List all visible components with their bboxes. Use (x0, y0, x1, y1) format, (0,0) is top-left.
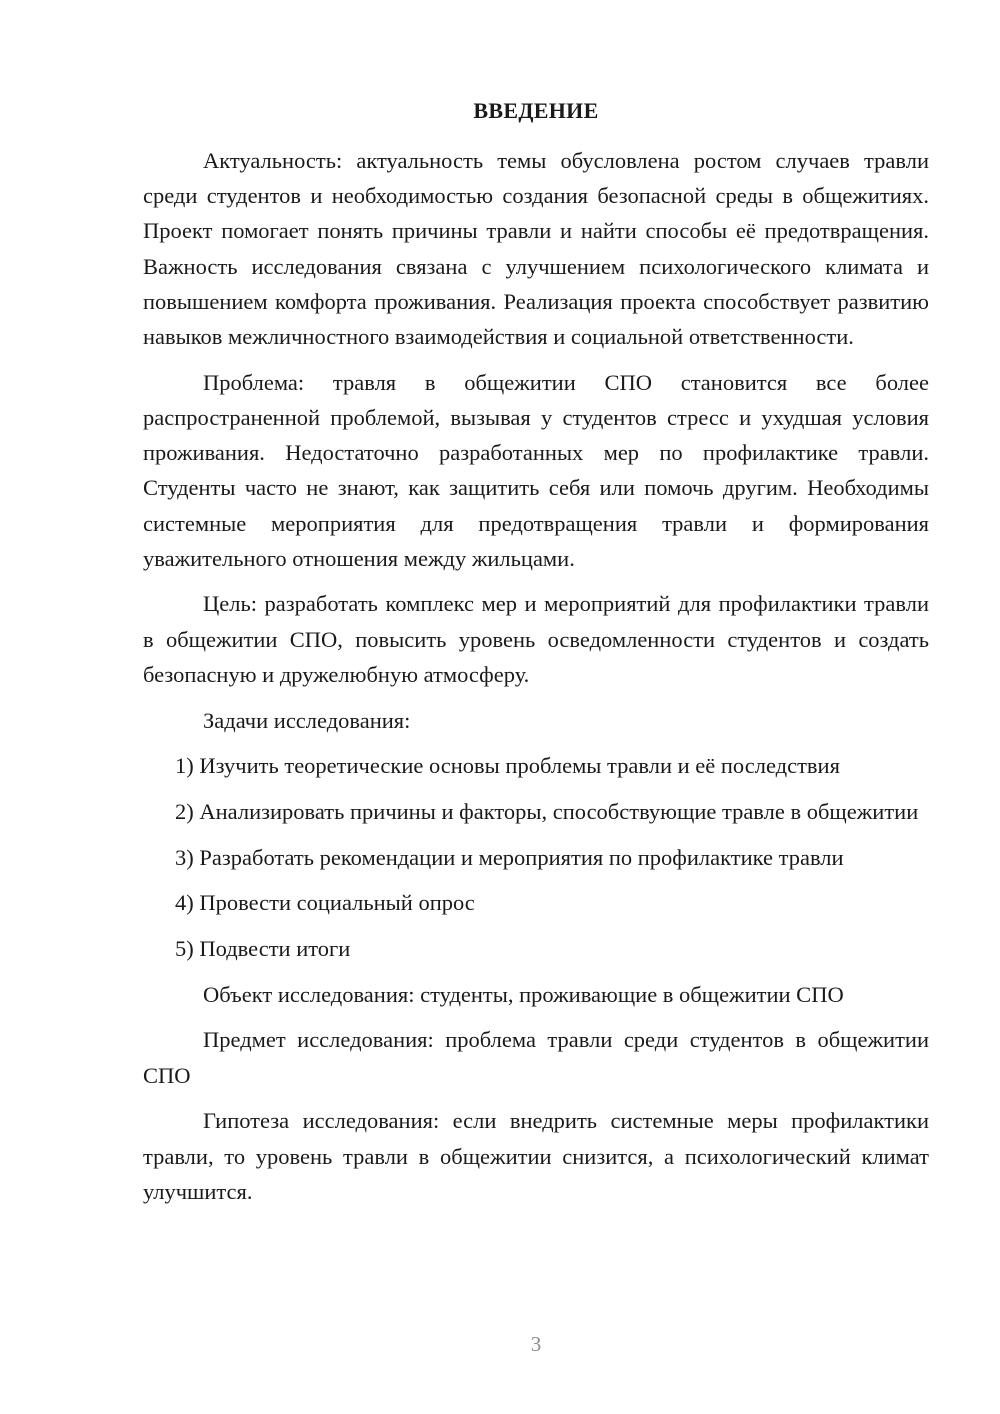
paragraph-hypothesis: Гипотеза исследования: если внедрить системные меры профилактики травли, то уровень травли в общежитии снизится, а психологический климат улучшится. (143, 1108, 929, 1204)
paragraph-relevance: Актуальность: актуальность темы обусловлена ростом случаев травли среди студентов и необходимостью создания безопасной среды в общежитиях. Проект помогает понять причины травли и найти способы её предотвращения. Важность исследования связана с улучшением психологического климата и повышением комфорта проживания. Реализация проекта способствует развитию навыков межличностного взаимодействия и социальной ответственности. (143, 148, 929, 350)
paragraph-subject: Предмет исследования: проблема травли среди студентов в общежитии СПО (143, 1027, 929, 1088)
page-title: ВВЕДЕНИЕ (473, 98, 599, 123)
paragraph-problem: Проблема: травля в общежитии СПО становится все более распространенной проблемой, вызывая у студентов стресс и ухудшая условия проживания. Недостаточно разработанных мер по профилактике травли. Студенты часто не знают, как защитить себя или помочь другим. Необходимы системные мероприятия для предотвращения травли и формирования уважительного отношения между жильцами. (143, 369, 929, 571)
paragraph-goal: Цель: разработать комплекс мер и мероприятий для профилактики травли в общежитии СПО, повысить уровень осведомленности студентов и создать безопасную и дружелюбную атмосферу. (143, 591, 929, 687)
task-item-3: 3) Разработать рекомендации и мероприятия по профилактике травли (175, 844, 844, 870)
task-item-5: 5) Подвести итоги (175, 936, 351, 962)
document-body (143, 143, 929, 1219)
task-item-1: 1) Изучить теоретические основы проблемы травли и её последствия (175, 753, 840, 779)
task-item-2: 2) Анализировать причины и факторы, способствующие травле в общежитии (175, 798, 919, 824)
tasks-heading: Задачи исследования: (203, 707, 411, 733)
page-number: 3 (530, 1332, 542, 1356)
paragraph-object: Объект исследования: студенты, проживающие в общежитии СПО (203, 981, 844, 1007)
task-item-4: 4) Провести социальный опрос (175, 890, 475, 916)
